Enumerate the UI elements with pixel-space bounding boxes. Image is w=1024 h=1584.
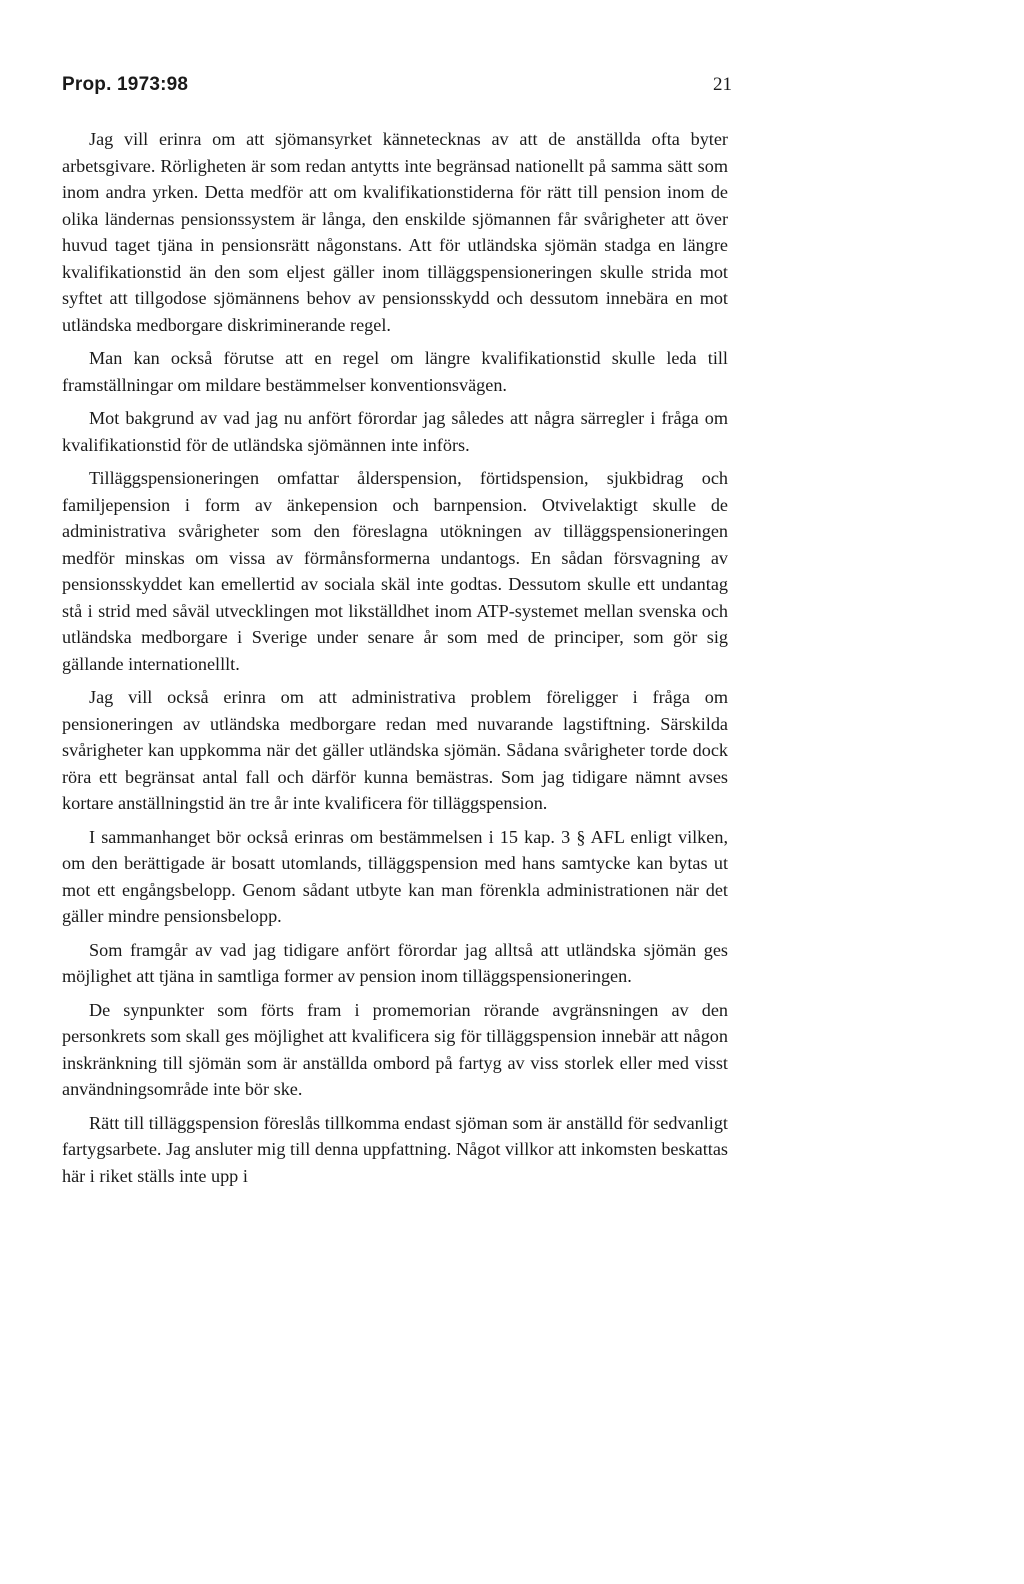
document-title: Prop. 1973:98 [62, 74, 189, 95]
paragraph: Tilläggspensioneringen omfattar ålderspension, förtidspension, sjukbidrag och familjepension i form av änkepension och barnpension. Otvivelaktigt skulle de administrativa svårigheter som den föreslagna utökningen av tilläggspensioneringen medför minskas om vissa av förmånsformerna undantogs. En sådan försvagning av pensionsskyddet kan emellertid av sociala skäl inte godtas. Dessutom skulle ett undantag stå i strid med såväl utvecklingen mot likställdhet inom ATP-systemet mellan svenska och utländska medborgare i Sverige under senare år som med de principer, som gör sig gällande internationelllt. [62, 468, 728, 674]
paragraph: Jag vill erinra om att sjömansyrket kännetecknas av att de anställda ofta byter arbetsgivare. Rörligheten är som redan antytts inte begränsad nationellt på samma sätt som inom andra yrken. Detta medför att om kvalifikationstiderna för rätt till pension inom de olika ländernas pensionssystem är långa, den enskilde sjömannen får svårigheter att över huvud taget tjäna in pensionsrätt någonstans. Att för utländska sjömän stadga en längre kvalifikationstid än den som eljest gäller inom tilläggspensioneringen skulle strida mot syftet att tillgodose sjömännens behov av pensionsskydd och dessutom innebära en mot utländska medborgare diskriminerande regel. [62, 129, 728, 335]
paragraph: I sammanhanget bör också erinras om bestämmelsen i 15 kap. 3 § AFL enligt vilken, om den berättigade är bosatt utomlands, tilläggspension med hans samtycke kan bytas ut mot ett engångsbelopp. Genom sådant utbyte kan man förenkla administrationen när det gäller mindre pensionsbelopp. [62, 826, 728, 926]
paragraph: Jag vill också erinra om att administrativa problem föreligger i fråga om pensioneringen av utländska medborgare redan med nuvarande lagstiftning. Särskilda svårigheter kan uppkomma när det gäller utländska sjömän. Sådana svårigheter torde dock röra ett begränsat antal fall och därför kunna bemästras. Som jag tidigare nämnt avses kortare anställningstid än tre år inte kvalificera för tilläggspension. [62, 687, 728, 813]
paragraph: Rätt till tilläggspension föreslås tillkomma endast sjöman som är anställd för sedvanligt fartygsarbete. Jag ansluter mig till denna uppfattning. Något villkor att inkomsten beskattas här i riket ställs inte upp i [62, 1112, 728, 1186]
page-header [62, 74, 732, 104]
body-text [62, 126, 728, 1189]
paragraph: Man kan också förutse att en regel om längre kvalifikationstid skulle leda till framställningar om mildare bestämmelser konventionsvägen. [62, 348, 728, 395]
paragraph: Mot bakgrund av vad jag nu anfört förordar jag således att några särregler i fråga om kvalifikationstid för de utländska sjömännen inte införs. [62, 408, 728, 455]
page-number: 21 [713, 74, 732, 95]
paragraph: Som framgår av vad jag tidigare anfört förordar jag alltså att utländska sjömän ges möjlighet att tjäna in samtliga former av pension inom tilläggspensioneringen. [62, 939, 728, 986]
paragraph: De synpunkter som förts fram i promemorian rörande avgränsningen av den personkrets som skall ges möjlighet att kvalificera sig för tilläggspension innebär att någon inskränkning till sjömän som är anställda ombord på fartyg av viss storlek eller med visst användningsområde inte bör ske. [62, 999, 728, 1099]
document-page [62, 74, 732, 1196]
